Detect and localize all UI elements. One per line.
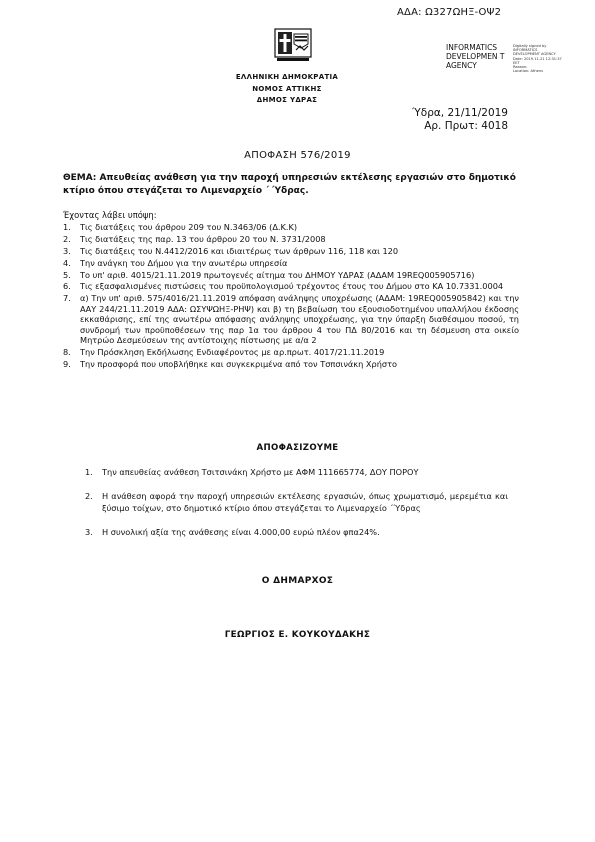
item-text: Την Πρόσκληση Εκδήλωσης Ενδιαφέροντος με αρ.πρωτ. 4017/21.11.2019 (80, 347, 385, 358)
item-text: Η ανάθεση αφορά την παροχή υπηρεσιών εκτέλεσης εργασιών, όπως χρωματισμό, μερεμέτια και ξύσιμο τοίχων, στο δημοτικό κτίριο όπου στεγάζεται το Λιμεναρχείο ΄Ύδρας (102, 490, 508, 513)
ada-code: ΑΔΑ: Ω327ΩΗΞ-ΟΨ2 (397, 7, 502, 18)
seal-line: Date: 2019.11.21 12:31:37 (513, 56, 562, 61)
org-line-municipality: ΔΗΜΟΣ ΥΔΡΑΣ (256, 96, 318, 104)
item-text: Την απευθείας ανάθεση Τσιτσινάκη Χρήστο με ΑΦΜ 111665774, ΔΟΥ ΠΟΡΟΥ (102, 467, 419, 477)
subject-text: Απευθείας ανάθεση για την παροχή υπηρεσιών εκτέλεσης εργασιών στο δημοτικό κτίριο όπου στεγάζεται το Λιμεναρχείο ΄ Ύδρας. (63, 173, 516, 196)
item-number: 1. (85, 467, 93, 477)
subject-paragraph (63, 172, 521, 197)
item-number: 3. (63, 245, 71, 256)
list-item (63, 281, 519, 292)
list-item (63, 359, 519, 370)
item-number: 6. (63, 281, 71, 292)
list-item (85, 490, 508, 515)
list-item (63, 347, 519, 358)
list-item (85, 466, 508, 479)
subject-label: ΘΕΜΑ: (63, 173, 97, 183)
list-item (63, 293, 519, 346)
seal-line: Location: Athens (513, 69, 543, 74)
organization-header (212, 72, 362, 107)
having-considered-label: Έχοντας λάβει υπόψη: (63, 210, 157, 220)
item-text: Την προσφορά που υποβλήθηκε και συγκεκριμένα από τον Τσπσινάκη Χρήστο (80, 359, 398, 370)
org-line-state: ΕΛΛΗΝΙΚΗ ΔΗΜΟΚΡΑΤΙΑ (235, 73, 339, 81)
item-number: 3. (85, 526, 93, 537)
municipality-emblem-icon (274, 28, 312, 62)
item-text: Τις διατάξεις της παρ. 13 του άρθρου 20 του Ν. 3731/2008 (80, 233, 326, 244)
informatics-agency-label: INFORMATICS DEVELOPMEN T AGENCY (446, 43, 505, 70)
seal-line: INFORMATICS (513, 48, 538, 53)
seal-line: Digitally signed by (513, 44, 547, 48)
mayor-title: Ο ΔΗΜΑΡΧΟΣ (261, 576, 334, 586)
item-text: Το υπ' αριθ. 4015/21.11.2019 πρωτογενές αίτημα του ΔΗΜΟΥ ΥΔΡΑΣ (ΑΔΑΜ 19REQ005905716) (80, 269, 475, 280)
seal-line: EET (513, 60, 520, 65)
list-item (63, 234, 519, 245)
list-item (63, 270, 519, 281)
decisions-list (85, 466, 508, 549)
we-decide-heading: ΑΠΟΦΑΣΙΖΟΥΜΕ (256, 443, 339, 453)
item-number: 7. (63, 293, 71, 304)
date-line: Ύδρα, 21/11/2019 (412, 107, 508, 119)
item-number: 4. (63, 257, 71, 268)
date-protocol-block (404, 107, 508, 133)
item-number: 8. (63, 347, 71, 358)
list-item (63, 246, 519, 257)
item-text: Η συνολική αξία της ανάθεσης είναι 4.000,00 ευρώ πλέον φπα24%. (102, 526, 380, 537)
item-number: 9. (63, 359, 71, 370)
item-text: Τις εξασφαλισμένες πιστώσεις του προϋπολογισμού τρέχοντος έτους του Δήμου στο ΚΑ 10.7331.0004 (80, 281, 504, 292)
item-number: 5. (63, 269, 71, 280)
list-item (63, 258, 519, 269)
seal-line: DEVELOPMENT AGENCY (513, 52, 556, 57)
item-text: Τις διατάξεις του άρθρου 209 του Ν.3463/06 (Δ.Κ.Κ) (80, 222, 298, 232)
item-text: Την ανάγκη του Δήμου για την ανωτέρω υπηρεσία (80, 257, 288, 268)
digital-signature-seal (513, 44, 563, 73)
protocol-line: Αρ. Πρωτ: 4018 (424, 120, 508, 132)
mayor-name: ΓΕΩΡΓΙΟΣ Ε. ΚΟΥΚΟΥΔΑΚΗΣ (224, 630, 371, 640)
considerations-list (63, 222, 519, 371)
list-item (63, 222, 519, 233)
item-number: 1. (63, 222, 71, 232)
item-number: 2. (85, 490, 93, 501)
item-text: Τις διατάξεις του Ν.4412/2016 και ιδιαιτέρως των άρθρων 116, 118 και 120 (80, 245, 399, 256)
org-line-prefecture: ΝΟΜΟΣ ΑΤΤΙΚΗΣ (252, 84, 322, 93)
decision-title: ΑΠΟΦΑΣΗ 576/2019 (244, 150, 351, 161)
item-text: α) Την υπ' αριθ. 575/4016/21.11.2019 απόφαση ανάληψης υποχρέωσης (ΑΔΑΜ: 19REQ005905842) και την ΑΑΥ 244/21.11.2019 ΑΔΑ: ΩΣΥΨΩΗΞ-ΡΗΨ) και β) τη βεβαίωση του εξουσιοδοτημένου υπαλλήλου έκδοσης εκκαθάρισης, επί της ανωτέρω απόφασης ανάληψης υποχρέωσης, για την ύπαρξη διαθέσιμου ποσού, τη συνδρομή των προϋποθέσεων της παρ 1α του άρθρου 4 του ΠΔ 80/2016 και τη δέσμευση στα οικείο Μητρώο Δεσμεύσεων της αντίστοιχης πίστωσης με α/α 2 (80, 293, 519, 346)
item-number: 2. (63, 233, 71, 244)
seal-line: Reason: (513, 65, 528, 70)
list-item (85, 526, 508, 539)
